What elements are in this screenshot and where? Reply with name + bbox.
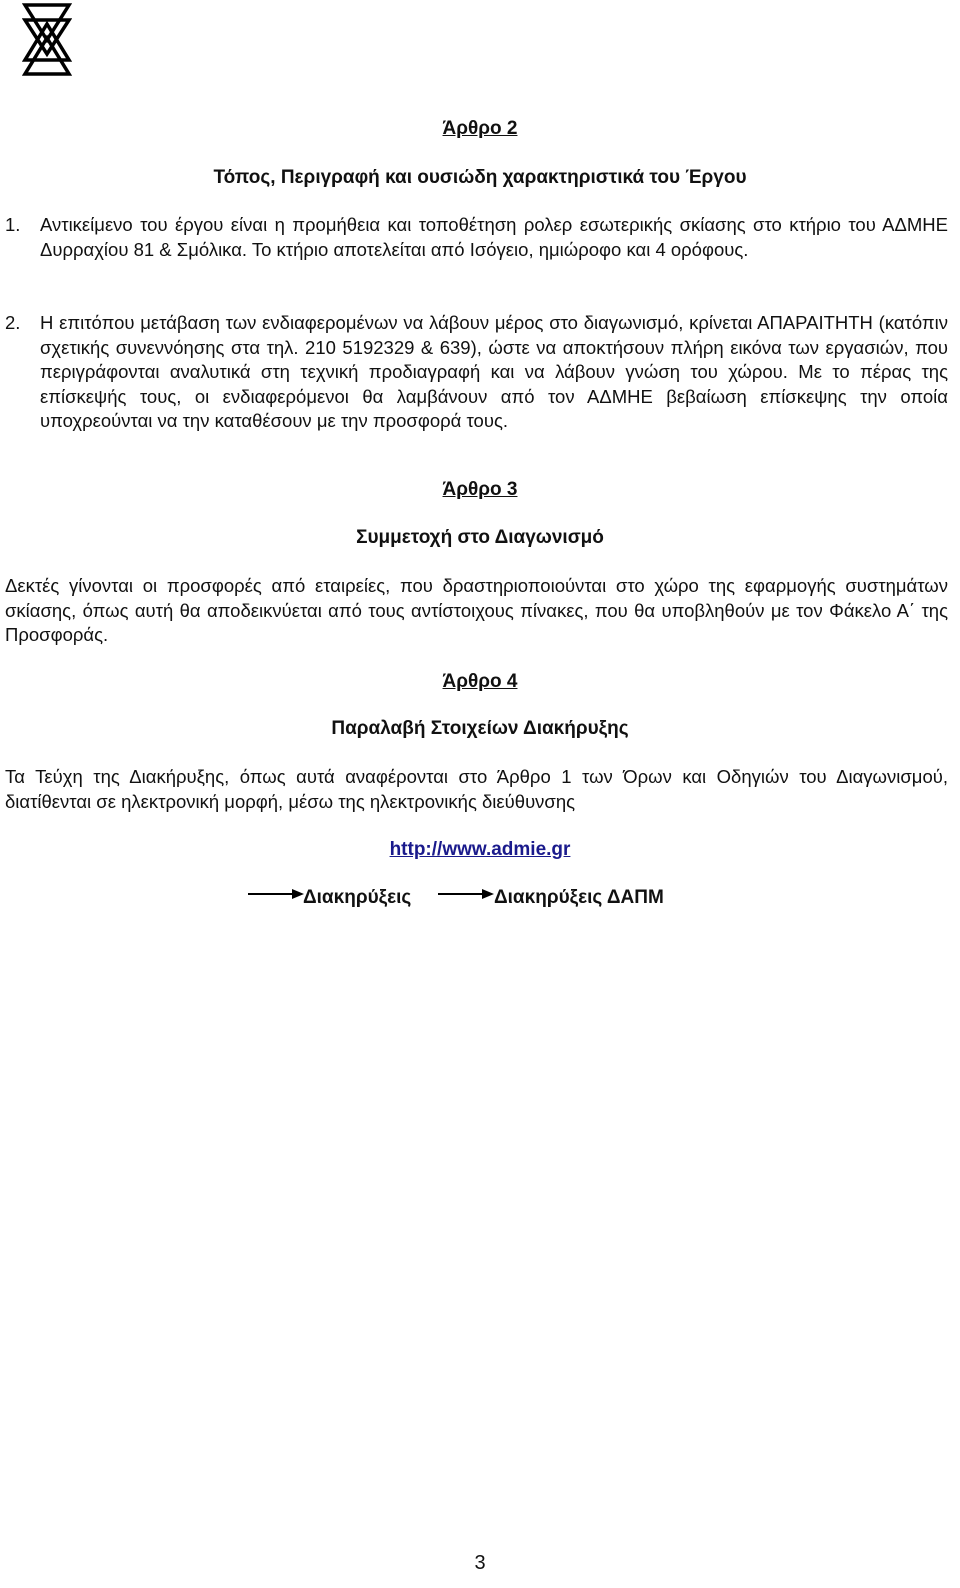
item1-number: 1.	[5, 214, 21, 235]
right-arrow-icon	[438, 886, 494, 902]
article3-text: Δεκτές γίνονται οι προσφορές από εταιρείες, που δραστηριοποιούνται στο χώρο της εφαρμογής συστημάτων σκίασης, όπως αυτή θα αποδεικνύεται από τους αντίστοιχους πίνακες, που θα υποβληθούν με τον Φάκελο Α΄ της Προσφοράς.	[5, 575, 948, 645]
article3-subtitle: Συμμετοχή στο Διαγωνισμό	[356, 527, 604, 548]
article4-title: Άρθρο 4	[442, 671, 518, 692]
nav-diakirixeis[interactable]: Διακηρύξεις	[303, 887, 412, 908]
article3-title: Άρθρο 3	[442, 479, 518, 500]
article2-title: Άρθρο 2	[442, 118, 518, 139]
article4-text: Τα Τεύχη της Διακήρυξης, όπως αυτά αναφέρονται στο Άρθρο 1 των Όρων και Οδηγιών του Διαγωνισμού, διατίθενται σε ηλεκτρονική μορφή, μέσω της ηλεκτρονικής διεύθυνσης	[5, 766, 948, 812]
triangles-logo-icon	[22, 2, 72, 76]
nav-diakirixeis-dapm[interactable]: Διακηρύξεις ΔΑΠΜ	[494, 887, 664, 908]
page-number: 3	[474, 1552, 486, 1574]
right-arrow-icon	[248, 886, 304, 902]
article4-subtitle: Παραλαβή Στοιχείων Διακήρυξης	[331, 718, 629, 739]
article2-subtitle: Τόπος, Περιγραφή και ουσιώδη χαρακτηριστικά του Έργου	[213, 167, 747, 188]
navigation-path	[0, 885, 960, 915]
admie-link[interactable]: http://www.admie.gr	[389, 839, 571, 860]
item1-text: Αντικείμενο του έργου είναι η προμήθεια και τοποθέτηση ρολερ εσωτερικής σκίασης στο κτήριο του ΑΔΜΗΕ Δυρραχίου 81 & Σμόλικα. Το κτήριο αποτελείται από Ισόγειο, ημιώροφο και 4 ορόφους.	[40, 214, 948, 260]
item2-text: Η επιτόπου μετάβαση των ενδιαφερομένων να λάβουν μέρος στο διαγωνισμό, κρίνεται ΑΠΑΡΑΙΤΗΤΗ (κατόπιν σχετικής συνεννόησης στα τηλ. 210 5192329 & 639), ώστε να αποκτήσουν πλήρη εικόνα των εργασιών, που περιγράφονται αναλυτικά στη τεχνική προδιαγραφή και να λάβουν γνώση του χώρου. Με το πέρας της επίσκεψής τους, οι ενδιαφερόμενοι θα λαμβάνουν από τον ΑΔΜΗΕ βεβαίωση επίσκεψης την οποία υποχρεούνται να την καταθέσουν με την προσφορά τους.	[40, 312, 948, 431]
item2-number: 2.	[5, 312, 21, 333]
